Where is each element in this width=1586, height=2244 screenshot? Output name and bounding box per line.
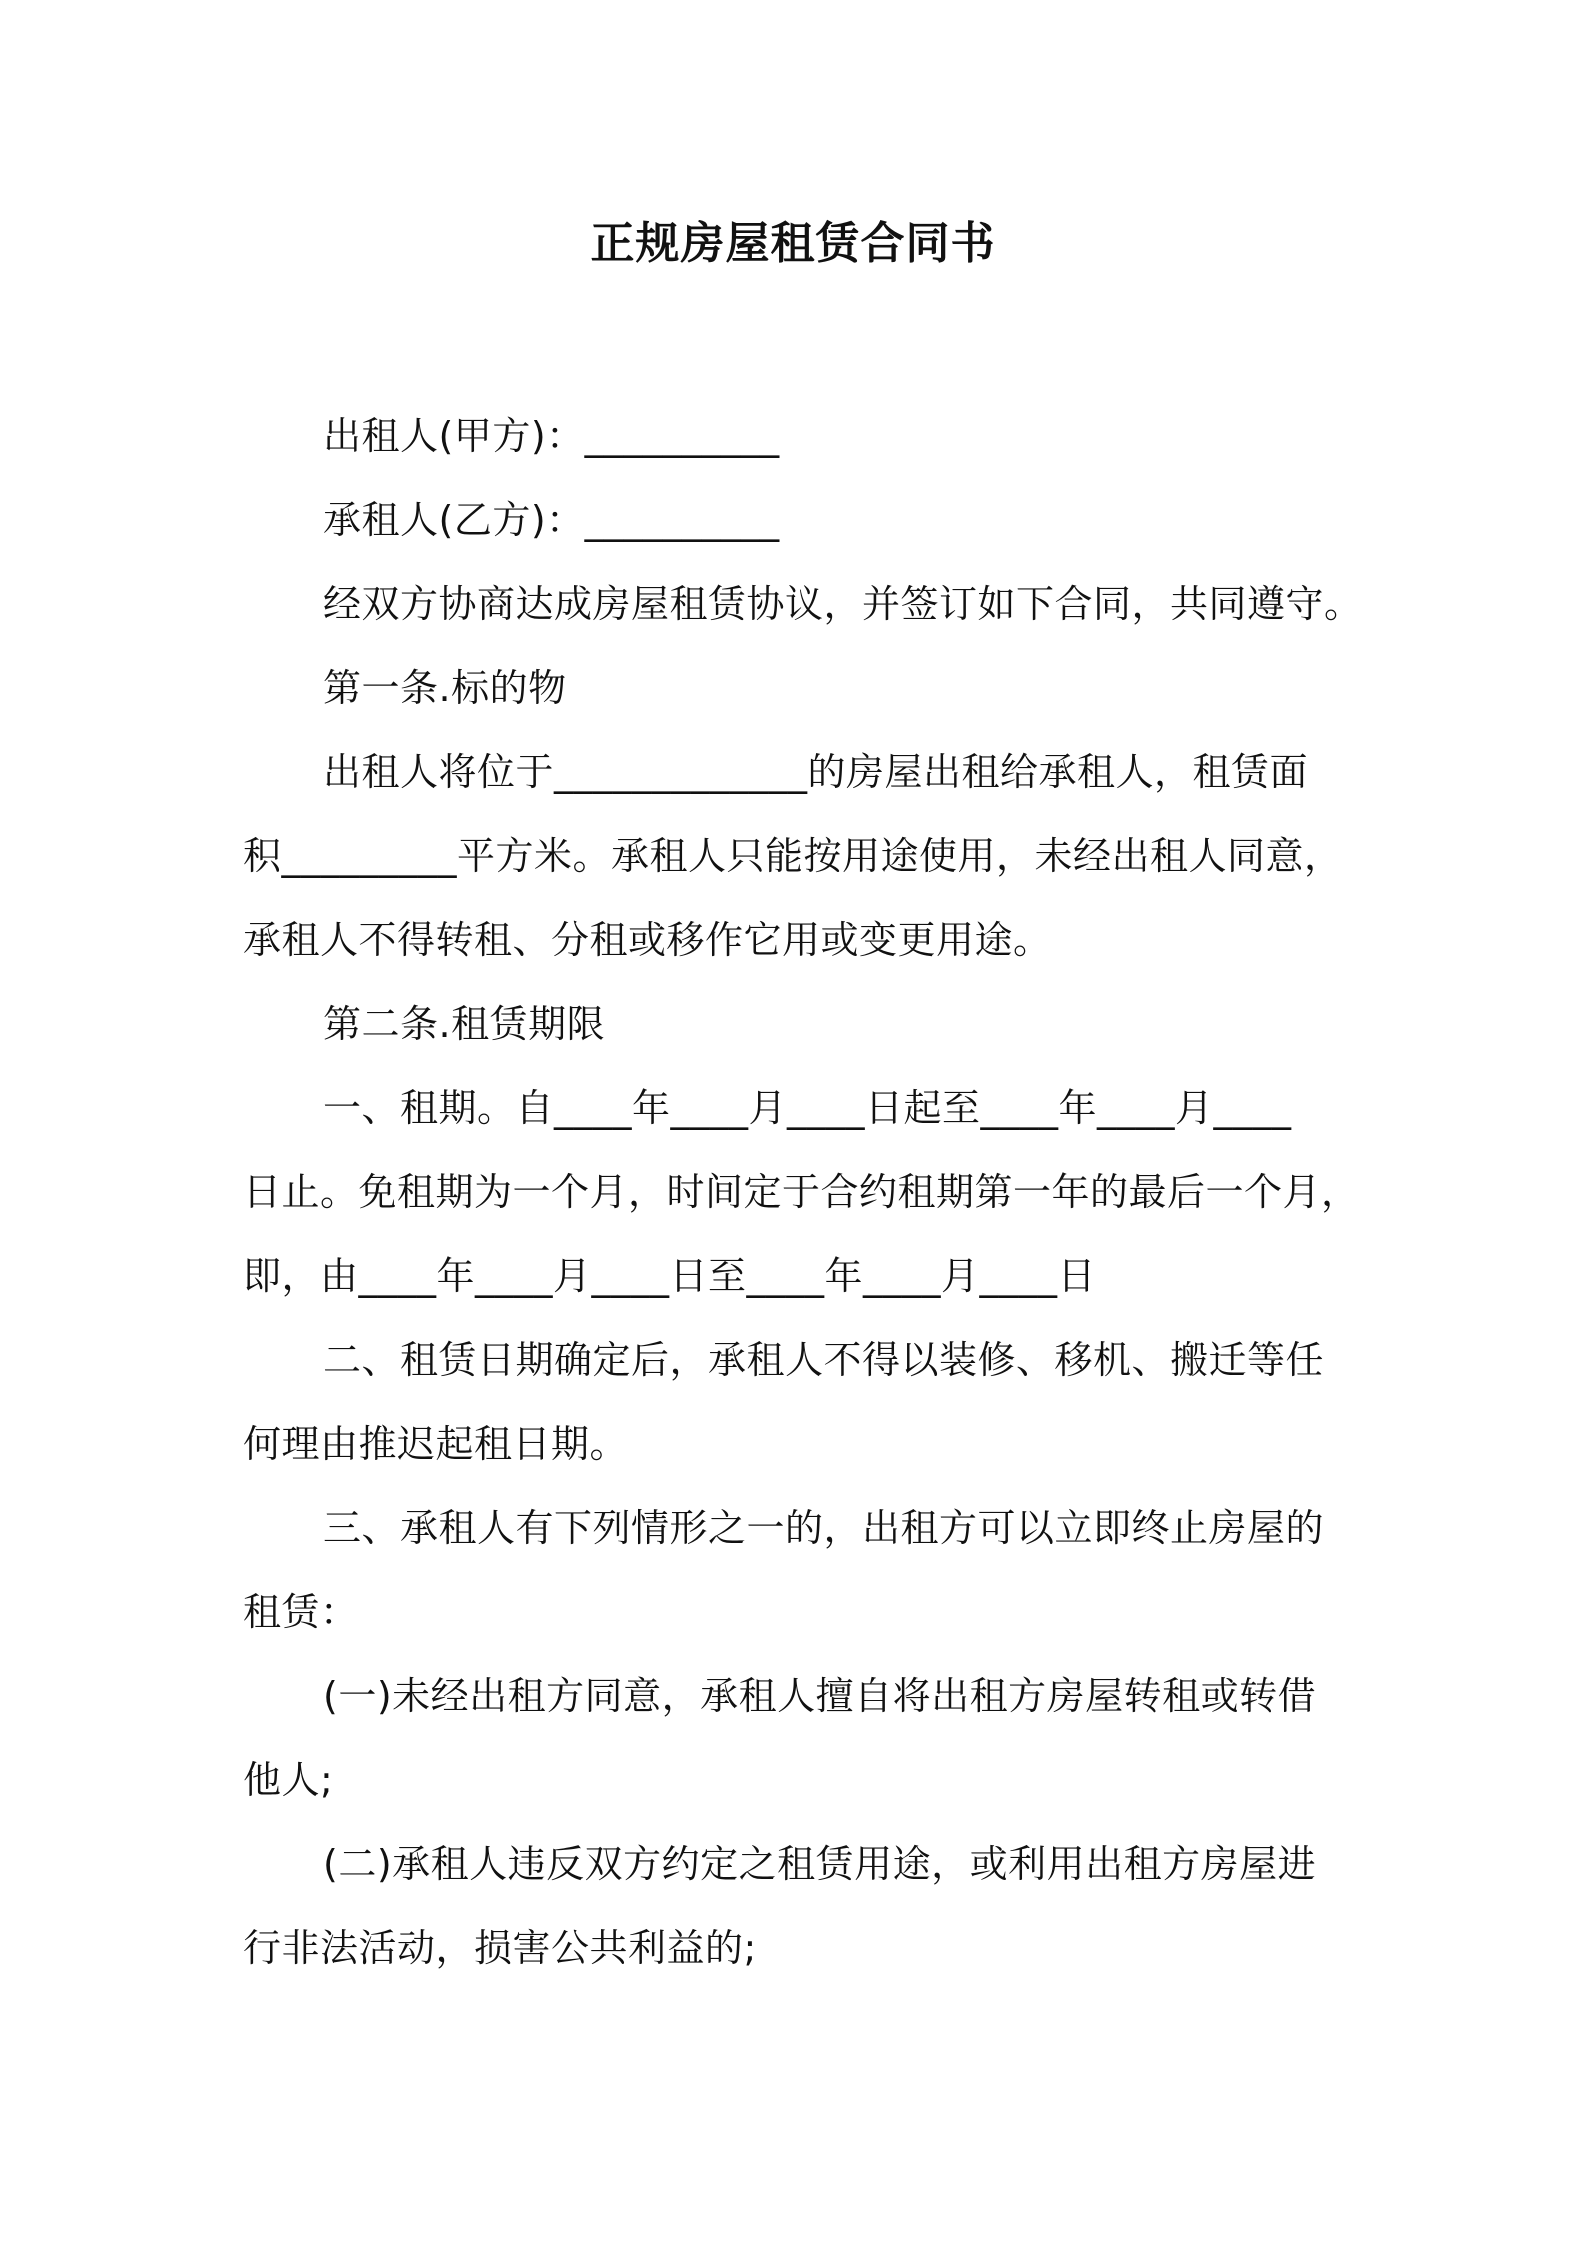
case-two-text-1: (二)承租人违反双方约定之租赁用途，或利用出租方房屋进 [323,1842,1317,1886]
lease-term-text-3: 即，由____年____月____日至____年____月____日 [243,1254,1097,1298]
case-one-text-1: (一)未经出租方同意，承租人擅自将出租方房屋转租或转借 [323,1674,1317,1718]
article-one-text-3: 承租人不得转租、分租或移作它用或变更用途。 [243,918,1052,962]
party-b-line: 承租人(乙方)：__________ [323,498,780,542]
lease-date-text-2: 何理由推迟起租日期。 [243,1422,629,1466]
lease-term-text-2: 日止。免租期为一个月，时间定于合约租期第一年的最后一个月， [243,1170,1360,1214]
case-two-text-2: 行非法活动，损害公共利益的; [243,1926,757,1970]
case-one-text-2: 他人; [243,1758,334,1802]
lease-date-text-1: 二、租赁日期确定后，承租人不得以装修、移机、搬迁等任 [323,1338,1325,1382]
termination-text-1: 三、承租人有下列情形之一的，出租方可以立即终止房屋的 [323,1506,1325,1550]
article-one-text-2: 积_________平方米。承租人只能按用途使用，未经出租人同意， [243,834,1343,878]
document-title: 正规房屋租赁合同书 [590,218,996,269]
termination-text-2: 租赁： [243,1590,359,1634]
party-a-line: 出租人(甲方)：__________ [323,414,780,458]
article-one-heading: 第一条.标的物 [323,666,567,710]
lease-term-text-1: 一、租期。自____年____月____日起至____年____月____ [323,1086,1292,1130]
article-one-text-1: 出租人将位于_____________的房屋出租给承租人，租赁面 [323,750,1309,794]
article-two-heading: 第二条.租赁期限 [323,1002,606,1046]
agreement-intro: 经双方协商达成房屋租赁协议，并签订如下合同，共同遵守。 [323,582,1363,626]
